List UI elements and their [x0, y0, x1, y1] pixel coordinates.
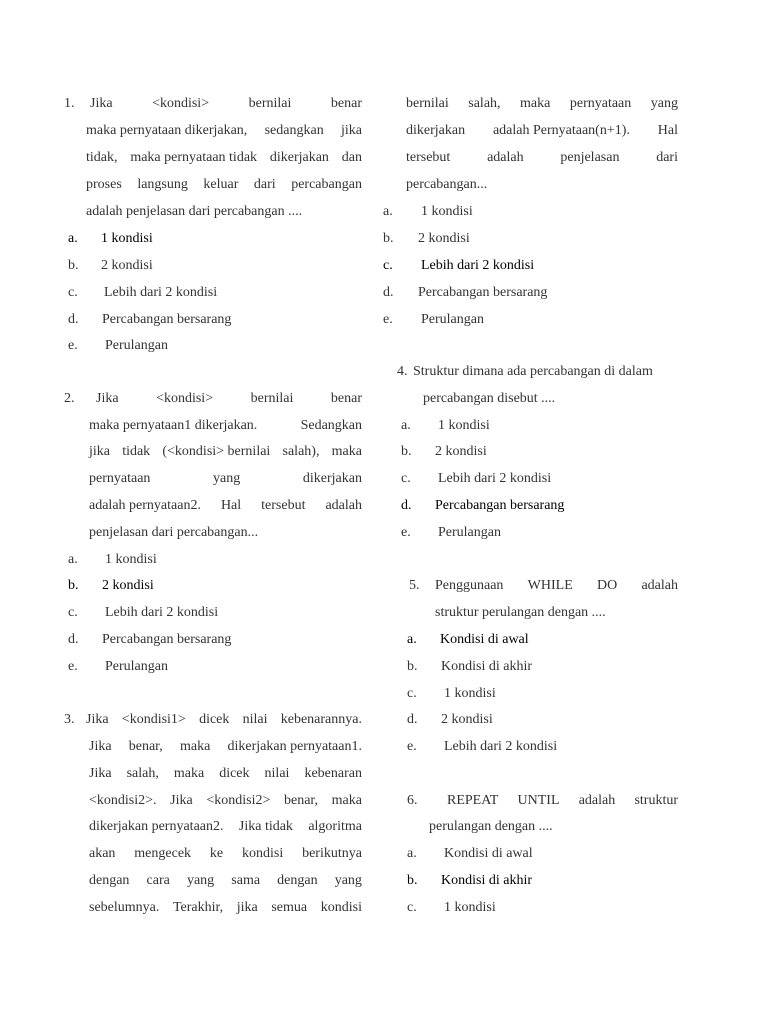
- question-number: 4.: [397, 364, 408, 379]
- option-text: Perulangan: [105, 659, 168, 674]
- question-text-line: adalah penjelasan dari percabangan ....: [86, 204, 303, 219]
- word: proses: [86, 177, 122, 192]
- question-text-line: [89, 443, 362, 461]
- word: penjelasan: [560, 150, 620, 165]
- word: yang: [213, 471, 241, 486]
- word: jika: [236, 900, 258, 915]
- option-text: Kondisi di awal: [440, 632, 529, 647]
- word: bernilai: [250, 391, 294, 406]
- word: yang: [334, 873, 362, 888]
- question-text-line: percabangan...: [406, 177, 488, 192]
- question-text-line: [89, 899, 362, 917]
- word: Penggunaan: [435, 578, 504, 593]
- word: pernyataan: [89, 471, 151, 486]
- question-text-line: [86, 176, 362, 194]
- option-text: 1 kondisi: [444, 686, 496, 701]
- option-text: Lebih dari 2 kondisi: [444, 739, 558, 754]
- option-letter: a.: [401, 418, 411, 433]
- option-letter: a.: [68, 552, 78, 567]
- option-letter: d.: [401, 498, 412, 513]
- option-text: Perulangan: [438, 525, 501, 540]
- word: Jika tidak: [238, 819, 293, 834]
- word: maka pernyataan tidak: [130, 150, 258, 165]
- option-text: Lebih dari 2 kondisi: [438, 471, 552, 486]
- word: tidak,: [86, 150, 118, 165]
- option-letter: a.: [407, 846, 417, 861]
- word: jika: [341, 123, 362, 138]
- question-number: 3.: [64, 712, 75, 727]
- word: cara: [146, 873, 170, 888]
- option-text: 1 kondisi: [101, 231, 153, 246]
- word: tersebut: [406, 150, 451, 165]
- word: <kondisi2>.: [89, 793, 157, 808]
- word: <kondisi>: [156, 391, 214, 406]
- word: Jika: [86, 712, 109, 727]
- question-text-line: [89, 792, 362, 810]
- option-letter: c.: [407, 900, 417, 915]
- question-text-line: penjelasan dari percabangan...: [89, 525, 259, 540]
- word: maka: [179, 739, 211, 754]
- question-number: 5.: [409, 578, 420, 593]
- word: kebenarannya.: [280, 712, 362, 727]
- word: <kondisi2>: [206, 793, 271, 808]
- word: jika: [89, 444, 110, 459]
- option-letter: d.: [383, 285, 394, 300]
- option-letter: c.: [401, 471, 411, 486]
- word: maka: [520, 96, 551, 111]
- option-letter: e.: [68, 659, 78, 674]
- word: dicek: [219, 766, 250, 781]
- word: dari: [253, 177, 276, 192]
- word: maka: [331, 444, 362, 459]
- option-letter: c.: [68, 605, 78, 620]
- option-text: Lebih dari 2 kondisi: [105, 605, 219, 620]
- option-text: 2 kondisi: [102, 578, 154, 593]
- question-text-line: [406, 122, 678, 140]
- option-text: 1 kondisi: [438, 418, 490, 433]
- word: Jika: [170, 793, 193, 808]
- word: salah),: [282, 444, 320, 459]
- question-text-line: [89, 738, 362, 756]
- option-text: 1 kondisi: [444, 900, 496, 915]
- word: mengecek: [134, 846, 192, 861]
- word: adalah: [487, 150, 524, 165]
- question-text-line: [86, 711, 362, 729]
- word: Hal: [220, 498, 242, 513]
- word: dikerjakan pernyataan1.: [227, 739, 362, 754]
- word: salah,: [468, 96, 501, 111]
- option-text: 1 kondisi: [105, 552, 157, 567]
- question-number: 6.: [407, 793, 418, 808]
- option-text: 2 kondisi: [435, 444, 487, 459]
- word: benar,: [128, 739, 163, 754]
- word: dengan: [89, 873, 130, 888]
- word: <kondisi>: [152, 96, 210, 111]
- word: kebenaran: [304, 766, 362, 781]
- word: bernilai: [248, 96, 292, 111]
- word: maka: [173, 766, 205, 781]
- word: benar: [330, 391, 362, 406]
- word: bernilai: [406, 96, 449, 111]
- option-letter: c.: [68, 285, 78, 300]
- question-text-line: [89, 872, 362, 890]
- word: sama: [231, 873, 261, 888]
- word: maka: [331, 793, 362, 808]
- option-text: Kondisi di akhir: [441, 659, 532, 674]
- option-text: Perulangan: [105, 338, 168, 353]
- word: sedangkan: [264, 123, 324, 138]
- word: adalah: [641, 578, 678, 593]
- question-text-line: Struktur dimana ada percabangan di dalam: [413, 364, 653, 379]
- option-text: Percabangan bersarang: [102, 632, 232, 647]
- option-letter: e.: [407, 739, 417, 754]
- option-text: 2 kondisi: [101, 258, 153, 273]
- word: percabangan: [291, 177, 362, 192]
- option-letter: d.: [68, 632, 79, 647]
- question-text-line: [435, 577, 678, 595]
- word: benar: [330, 96, 362, 111]
- word: akan: [89, 846, 116, 861]
- word: maka pernyataan1 dikerjakan.: [89, 418, 258, 433]
- option-text: Percabangan bersarang: [435, 498, 565, 513]
- word: Jika: [96, 391, 119, 406]
- option-letter: a.: [68, 231, 78, 246]
- word: semua: [271, 900, 308, 915]
- word: Jika: [89, 739, 112, 754]
- option-letter: e.: [401, 525, 411, 540]
- question-text-line: [96, 390, 362, 408]
- option-letter: b.: [68, 578, 79, 593]
- option-letter: b.: [407, 873, 418, 888]
- question-text-line: [89, 818, 362, 836]
- question-text-line: [86, 122, 362, 140]
- word: WHILE: [527, 578, 573, 593]
- word: dan: [341, 150, 362, 165]
- question-text-line: [89, 470, 362, 488]
- word: berikutnya: [302, 846, 362, 861]
- word: algoritma: [308, 819, 362, 834]
- question-text-line: [89, 845, 362, 863]
- word: adalah: [578, 793, 616, 808]
- option-text: Perulangan: [421, 312, 484, 327]
- option-text: Lebih dari 2 kondisi: [421, 258, 535, 273]
- option-letter: b.: [407, 659, 418, 674]
- option-letter: b.: [383, 231, 394, 246]
- option-letter: c.: [383, 258, 393, 273]
- word: langsung: [137, 177, 188, 192]
- word: ke: [209, 846, 224, 861]
- word: dikerjakan: [406, 123, 466, 138]
- word: keluar: [203, 177, 239, 192]
- option-letter: e.: [383, 312, 393, 327]
- option-letter: a.: [407, 632, 417, 647]
- question-number: 1.: [64, 96, 75, 111]
- word: adalah pernyataan2.: [89, 498, 201, 513]
- word: REPEAT: [447, 793, 499, 808]
- word: nilai: [264, 766, 290, 781]
- word: dari: [656, 150, 678, 165]
- word: adalah Pernyataan(n+1).: [492, 123, 630, 138]
- word: dikerjakan pernyataan2.: [89, 819, 224, 834]
- question-number: 2.: [64, 391, 75, 406]
- option-letter: e.: [68, 338, 78, 353]
- word: DO: [597, 578, 618, 593]
- word: UNTIL: [517, 793, 560, 808]
- word: kondisi: [241, 846, 284, 861]
- word: Terakhir,: [172, 900, 224, 915]
- option-letter: b.: [68, 258, 79, 273]
- option-text: Kondisi di awal: [444, 846, 533, 861]
- question-text-line: [89, 497, 362, 515]
- word: dikerjakan: [269, 150, 329, 165]
- option-letter: a.: [383, 204, 393, 219]
- question-text-line: [90, 95, 362, 113]
- word: yang: [650, 96, 678, 111]
- question-text-line: struktur perulangan dengan ....: [435, 605, 606, 620]
- question-text-line: percabangan disebut ....: [423, 391, 556, 406]
- word: salah,: [126, 766, 159, 781]
- option-text: Kondisi di akhir: [441, 873, 532, 888]
- option-text: Lebih dari 2 kondisi: [104, 285, 218, 300]
- question-text-line: perulangan dengan ....: [429, 819, 553, 834]
- word: Jika: [90, 96, 113, 111]
- question-text-line: [447, 792, 678, 810]
- word: dikerjakan: [302, 471, 362, 486]
- option-letter: b.: [401, 444, 412, 459]
- word: benar,: [284, 793, 319, 808]
- option-text: Percabangan bersarang: [418, 285, 548, 300]
- question-text-line: [406, 95, 678, 113]
- question-text-line: [89, 417, 362, 435]
- word: yang: [186, 873, 215, 888]
- option-letter: d.: [407, 712, 418, 727]
- option-text: 2 kondisi: [441, 712, 493, 727]
- word: Jika: [89, 766, 112, 781]
- question-text-line: [406, 149, 678, 167]
- word: sebelumnya.: [89, 900, 160, 915]
- option-text: 1 kondisi: [421, 204, 473, 219]
- word: Sedangkan: [300, 418, 362, 433]
- word: kondisi: [320, 900, 362, 915]
- word: dengan: [277, 873, 318, 888]
- word: maka pernyataan dikerjakan,: [86, 123, 248, 138]
- word: tersebut: [261, 498, 306, 513]
- word: (<kondisi> bernilai: [162, 444, 271, 459]
- word: dicek: [199, 712, 230, 727]
- word: nilai: [242, 712, 268, 727]
- option-text: Percabangan bersarang: [102, 312, 232, 327]
- word: <kondisi1>: [121, 712, 186, 727]
- word: pernyataan: [569, 96, 632, 111]
- word: Hal: [657, 123, 678, 138]
- option-letter: c.: [407, 686, 417, 701]
- option-letter: d.: [68, 312, 79, 327]
- question-text-line: [86, 149, 362, 167]
- option-text: 2 kondisi: [418, 231, 470, 246]
- question-text-line: [89, 765, 362, 783]
- word: struktur: [634, 793, 678, 808]
- word: tidak: [122, 444, 151, 459]
- word: adalah: [325, 498, 362, 513]
